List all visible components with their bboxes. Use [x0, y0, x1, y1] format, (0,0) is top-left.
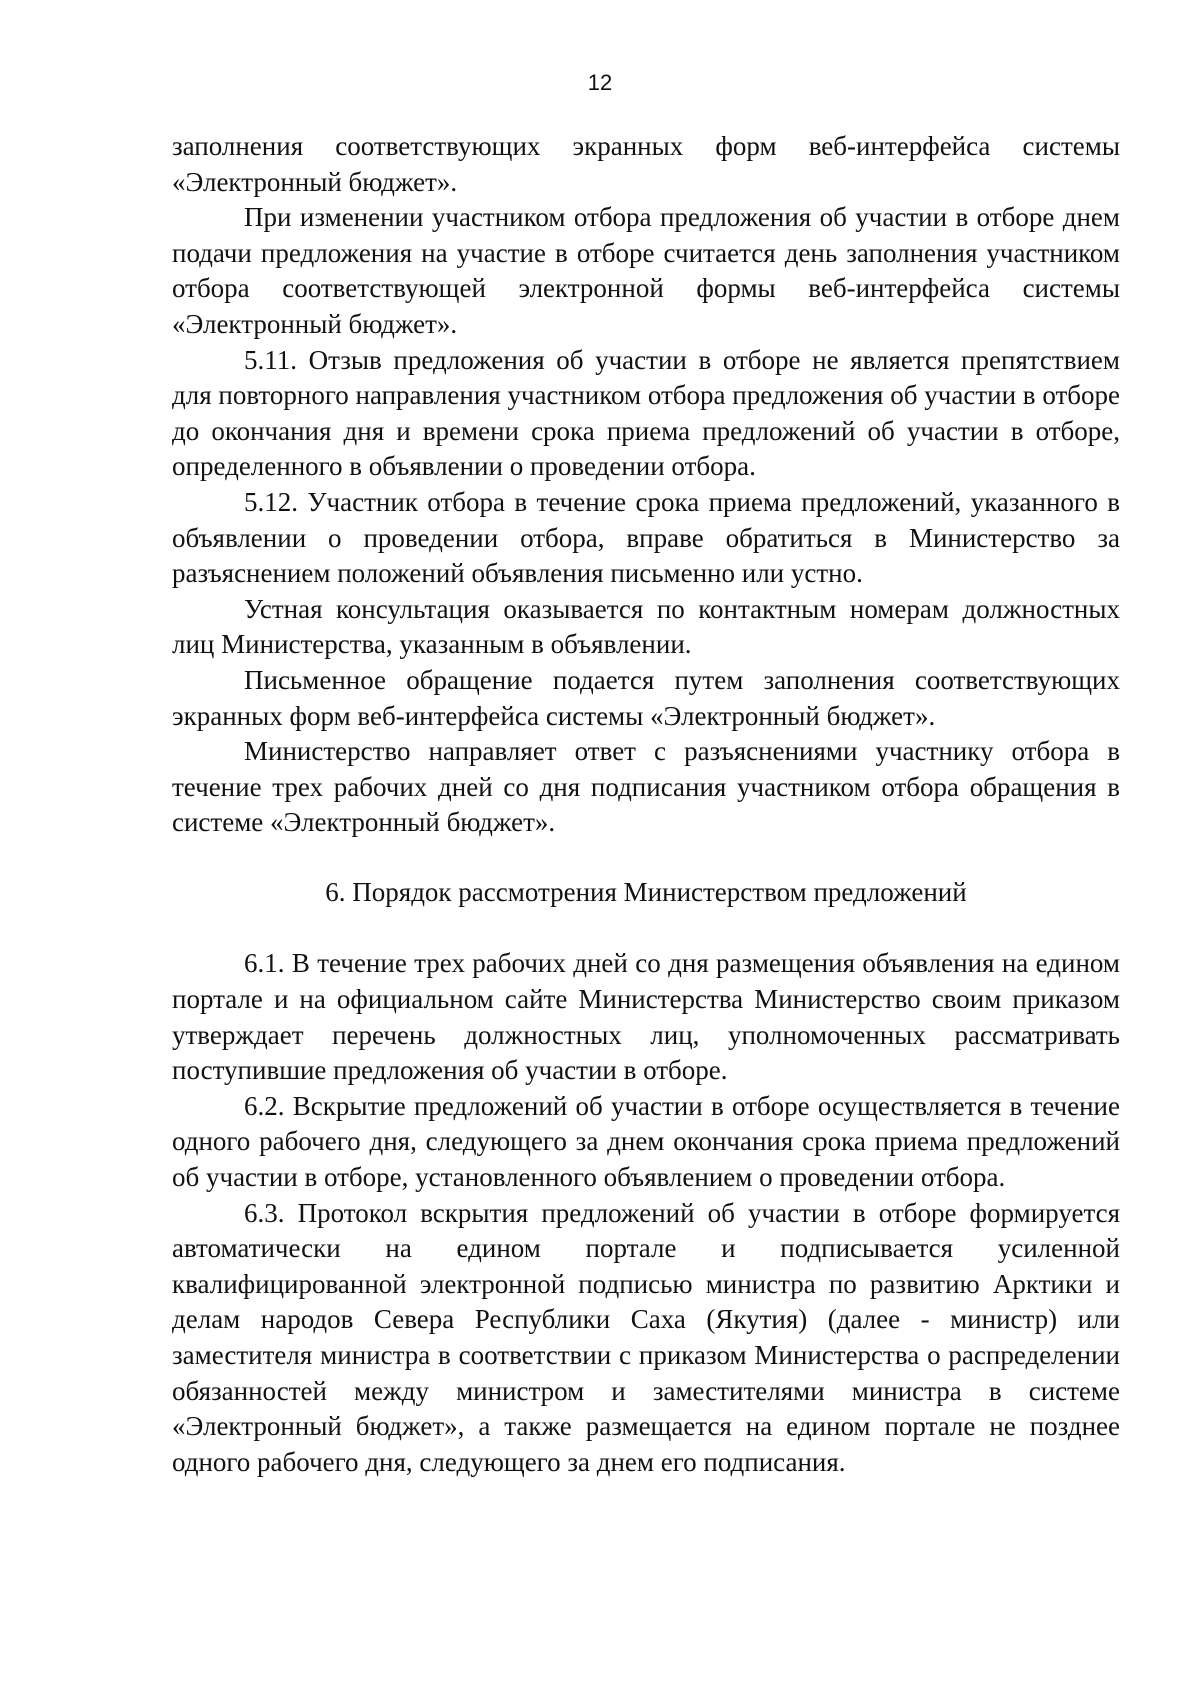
paragraph: Письменное обращение подается путем заполнения соответствующих экранных форм веб-интерфейса системы «Электронный бюджет». [172, 664, 1120, 731]
paragraph-6-2: 6.2. Вскрытие предложений об участии в отборе осуществляется в течение одного рабочего дня, следующего за днем окончания срока приема предложений об участии в отборе, установленного объявлением о проведении отбора. [172, 1090, 1120, 1193]
paragraph-6-1: 6.1. В течение трех рабочих дней со дня размещения объявления на едином портале и на официальном сайте Министерства Министерство своим приказом утверждает перечень должностных лиц, уполномоченных рассматривать поступившие предложения об участии в отборе. [172, 948, 1120, 1086]
page-number: 12 [587, 70, 613, 95]
paragraph-5-11: 5.11. Отзыв предложения об участии в отборе не является препятствием для повторного направления участником отбора предложения об участии в отборе до окончания дня и времени срока приема предложений об участии в отборе, определенного в объявлении о проведении отбора. [172, 344, 1120, 482]
paragraph: заполнения соответствующих экранных форм веб-интерфейса системы «Электронный бюджет». [172, 131, 1120, 197]
section-heading: 6. Порядок рассмотрения Министерством предложений [325, 876, 967, 907]
paragraph: Устная консультация оказывается по контактным номерам должностных лиц Министерства, указанным в объявлении. [172, 593, 1120, 660]
document-body [172, 129, 1120, 1480]
paragraph: Министерство направляет ответ с разъяснениями участнику отбора в течение трех рабочих дней со дня подписания участником отбора обращения в системе «Электронный бюджет». [172, 736, 1120, 838]
paragraph: При изменении участником отбора предложения об участии в отборе днем подачи предложения на участие в отборе считается день заполнения участником отбора соответствующей электронной формы веб-интерфейса системы «Электронный бюджет». [172, 202, 1120, 339]
paragraph-5-12: 5.12. Участник отбора в течение срока приема предложений, указанного в объявлении о проведении отбора, вправе обратиться в Министерство за разъяснением положений объявления письменно или устно. [172, 486, 1120, 589]
paragraph-6-3: 6.3. Протокол вскрытия предложений об участии в отборе формируется автоматически на едином портале и подписывается усиленной квалифицированной электронной подписью министра по развитию Арктики и делам народов Севера Республики Саха (Якутия) (далее - министр) или заместителя министра в соответствии с приказом Министерства о распределении обязанностей между министром и заместителями министра в системе «Электронный бюджет», а также размещается на едином портале не позднее одного рабочего дня, следующего за днем его подписания. [172, 1197, 1120, 1477]
